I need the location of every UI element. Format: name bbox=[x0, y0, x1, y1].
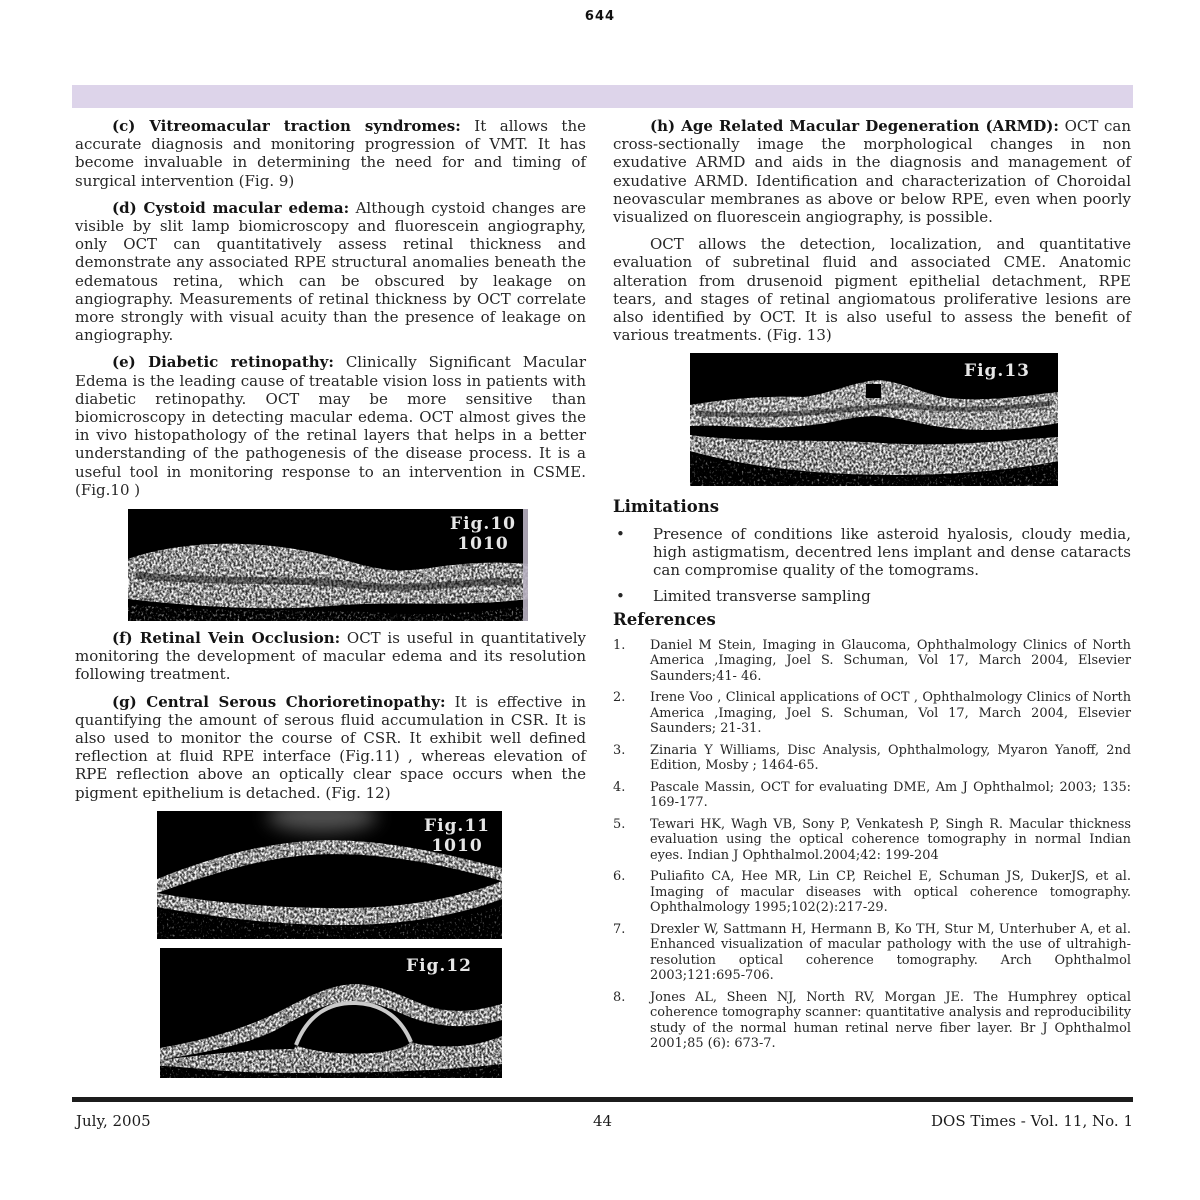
paragraph-h-1 bbox=[613, 117, 1131, 226]
reference-item bbox=[613, 990, 1131, 1052]
footer-page-number: 44 bbox=[592, 1112, 613, 1130]
paragraph-d bbox=[75, 199, 586, 345]
section-heading-h: (h) Age Related Macular Degeneration (ARMD): bbox=[650, 117, 1059, 135]
reference-item bbox=[613, 922, 1131, 984]
reference-number: 7. bbox=[613, 921, 626, 937]
figure-12-oct-scan bbox=[160, 948, 502, 1078]
limitations-heading: Limitations bbox=[613, 497, 720, 517]
section-heading-c: (c) Vitreomacular traction syndromes: bbox=[112, 117, 461, 135]
section-body-h-1: OCT can cross-sectionally image the morphological changes in non exudative ARMD and aids in the diagnosis and management of exudative ARMD. Identification and characterization of Choroidal neovascular membranes as above or below RPE, even when poorly visualized on fluorescein angiography, is possible. bbox=[613, 117, 1131, 227]
column-left bbox=[75, 117, 586, 1078]
paragraph-g bbox=[75, 693, 586, 802]
figure-13-label-line1: Fig.13 bbox=[964, 361, 1030, 382]
reference-text: Tewari HK, Wagh VB, Sony P, Venkatesh P, Singh R. Macular thickness evaluation using the optical coherence tomography in normal Indian eyes. Indian J Ophthalmol.2004;42: 199-204 bbox=[650, 816, 1131, 863]
reference-text: Drexler W, Sattmann H, Hermann B, Ko TH, Stur M, Unterhuber A, et al. Enhanced visualization of macular pathology with the use of ultrahigh-resolution optical coherence tomography. Arch Ophthalmol 2003;121:695-706. bbox=[650, 921, 1131, 984]
reference-number: 8. bbox=[613, 989, 626, 1005]
page-footer bbox=[72, 1097, 1133, 1130]
reference-number: 6. bbox=[613, 869, 626, 885]
figure-11-label-line2: 1010 bbox=[431, 835, 483, 856]
bullet-icon: • bbox=[616, 587, 625, 606]
reference-item bbox=[613, 869, 1131, 916]
figure-10-oct-scan bbox=[128, 509, 528, 621]
figure-12-label-line1: Fig.12 bbox=[406, 955, 472, 976]
reference-number: 4. bbox=[613, 779, 626, 795]
section-body-g: It is effective in quantifying the amount of serous fluid accumulation in CSR. It is also used to monitor the course of CSR. It exhibit well defined reflection at fluid RPE interface (Fig.11) , whereas elevation of RPE reflection above an optically clear space occurs when the pigment epithelium is detached. (Fig. 12) bbox=[75, 692, 586, 802]
reference-number: 1. bbox=[613, 637, 626, 653]
footer-date: July, 2005 bbox=[76, 1112, 151, 1130]
references-heading: References bbox=[613, 610, 716, 630]
limitation-item bbox=[613, 525, 1131, 580]
reference-text: Daniel M Stein, Imaging in Glaucoma, Ophthalmology Clinics of North America ,Imaging, Joel S. Schuman, Vol 17, March 2004, Elsevier Saunders;41- 46. bbox=[650, 637, 1131, 684]
figure-10-label bbox=[450, 514, 516, 554]
header-bar bbox=[72, 85, 1133, 108]
reference-text: Puliafito CA, Hee MR, Lin CP, Reichel E, Schuman JS, DukerJS, et al. Imaging of macular diseases with optical coherence tomography. Ophthalmology 1995;102(2):217-29. bbox=[650, 869, 1131, 916]
section-body-h-2: OCT allows the detection, localization, and quantitative evaluation of subretinal fluid and associated CME. Anatomic alteration from drusenoid pigment epithelial detachment, RPE tears, and stages of retinal angiomatous proliferative lesions are also identified by OCT. It is also useful to assess the benefit of various treatments. (Fig. 13) bbox=[613, 235, 1131, 345]
reference-number: 5. bbox=[613, 816, 626, 832]
figure-11-oct-scan bbox=[157, 811, 502, 939]
section-heading-f: (f) Retinal Vein Occlusion: bbox=[112, 629, 341, 648]
paragraph-h-2 bbox=[613, 235, 1131, 344]
paragraph-e bbox=[75, 353, 586, 499]
figure-13-oct-scan bbox=[690, 353, 1058, 486]
reference-text: Irene Voo , Clinical applications of OCT , Ophthalmology Clinics of North America ,Imaging, Joel S. Schuman, Vol 17, March 2004, Elsevier Saunders; 21-31. bbox=[650, 690, 1131, 737]
reference-item bbox=[613, 638, 1131, 685]
figure-12-label bbox=[406, 956, 472, 976]
page-number-top: 644 bbox=[584, 9, 616, 24]
reference-item bbox=[613, 780, 1131, 811]
reference-text: Jones AL, Sheen NJ, North RV, Morgan JE. The Humphrey optical coherence tomography scanner: quantitative analysis and reproducibility study of the normal human retinal nerve fiber layer. Br J Ophthalmol 2001;85 (6): 673-7. bbox=[650, 989, 1131, 1052]
bullet-icon: • bbox=[616, 524, 625, 543]
reference-number: 2. bbox=[613, 690, 626, 706]
figure-10-label-line1: Fig.10 bbox=[450, 514, 516, 535]
paragraph-c bbox=[75, 117, 586, 190]
section-heading-g: (g) Central Serous Chorioretinopathy: bbox=[112, 692, 446, 711]
reference-text: Pascale Massin, OCT for evaluating DME, Am J Ophthalmol; 2003; 135: 169-177. bbox=[650, 779, 1131, 811]
column-right bbox=[613, 117, 1131, 1058]
reference-item bbox=[613, 690, 1131, 737]
references-list bbox=[613, 638, 1131, 1052]
footer-journal: DOS Times - Vol. 11, No. 1 bbox=[931, 1112, 1133, 1130]
figure-13-label bbox=[964, 361, 1030, 381]
reference-item bbox=[613, 743, 1131, 774]
limitation-text: Limited transverse sampling bbox=[653, 587, 871, 606]
section-body-c: It allows the accurate diagnosis and monitoring progression of VMT. It has become invaluable in determining the need for and timing of surgical intervention (Fig. 9) bbox=[75, 117, 586, 190]
limitation-text: Presence of conditions like asteroid hyalosis, cloudy media, high astigmatism, decentred lens implant and dense cataracts can compromise quality of the tomograms. bbox=[653, 524, 1131, 580]
reference-item bbox=[613, 817, 1131, 864]
paragraph-f bbox=[75, 629, 586, 684]
section-heading-d: (d) Cystoid macular edema: bbox=[112, 198, 350, 217]
section-body-f: OCT is useful in quantitatively monitoring the development of macular edema and its resolution following treatment. bbox=[75, 629, 586, 684]
figure-11-label-line1: Fig.11 bbox=[424, 815, 490, 836]
reference-number: 3. bbox=[613, 742, 626, 758]
figure-10-label-line2: 1010 bbox=[457, 534, 509, 555]
limitation-item bbox=[613, 587, 1131, 605]
figure-11-label bbox=[424, 816, 490, 856]
section-body-d: Although cystoid changes are visible by slit lamp biomicroscopy and fluorescein angiography, only OCT can quantitatively assess retinal thickness and demonstrate any associated RPE structural anomalies beneath the edematous retina, which can be obscured by leakage on angiography. Measurements of retinal thickness by OCT correlate more strongly with visual acuity than the presence of leakage on angiography. bbox=[75, 198, 586, 345]
section-body-e: Clinically Significant Macular Edema is the leading cause of treatable vision loss in patients with diabetic retinopathy. OCT may be more sensitive than biomicroscopy in detecting macular edema. OCT almost gives the in vivo histopathology of the retinal layers that helps in a better understanding of the pathogenesis of the disease process. It is a useful tool in monitoring response to an intervention in CSME. (Fig.10 ) bbox=[75, 353, 586, 499]
reference-text: Zinaria Y Williams, Disc Analysis, Ophthalmology, Myaron Yanoff, 2nd Edition, Mosby ; 1464-65. bbox=[650, 742, 1131, 774]
section-heading-e: (e) Diabetic retinopathy: bbox=[112, 353, 334, 372]
